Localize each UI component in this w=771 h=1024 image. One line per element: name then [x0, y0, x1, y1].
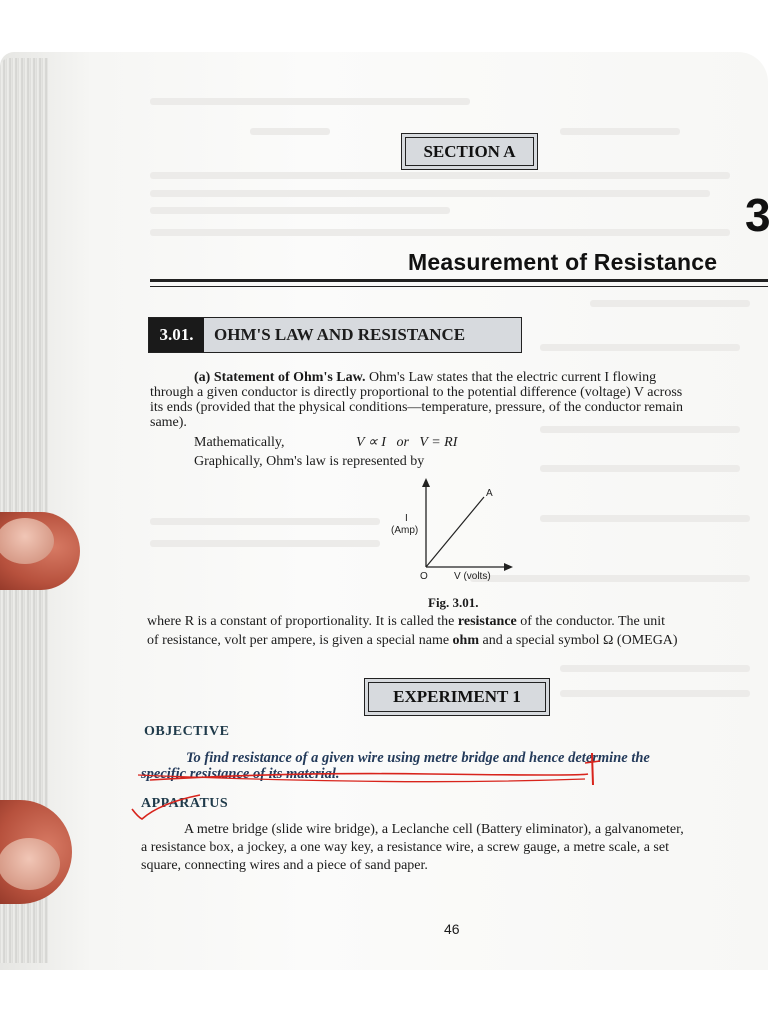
- chapter-rule-thick: [150, 279, 768, 282]
- ohms-law-line: [426, 497, 484, 567]
- y-unit: (Amp): [391, 525, 419, 536]
- objective-line-1: To find resistance of a given wire using metre bridge and hence determine the: [186, 750, 650, 766]
- statement-line-2: through a given conductor is directly proportional to the potential difference (voltage) V across: [150, 385, 683, 400]
- resistance-text-a: where R is a constant of proportionality. It is called the: [147, 614, 458, 629]
- point-label: A: [486, 488, 493, 499]
- y-label: I: [405, 513, 408, 524]
- statement-line-1: [194, 370, 656, 386]
- math-expression: V ∝ I or V = RI: [356, 435, 458, 450]
- chapter-title: Measurement of Resistance: [408, 249, 718, 275]
- x-axis-arrow-icon: [504, 563, 513, 571]
- y-axis-arrow-icon: [422, 478, 430, 487]
- section-title: OHM'S LAW AND RESISTANCE: [204, 318, 521, 352]
- underline-mark: [150, 774, 588, 780]
- resistance-line-2: [147, 633, 678, 649]
- pen-annotations: [130, 745, 610, 825]
- origin-label: O: [420, 571, 428, 582]
- section-heading: [148, 317, 522, 353]
- chapter-number: 3: [745, 189, 771, 241]
- underline-mark-2: [138, 775, 585, 782]
- ohms-law-graph: [370, 475, 520, 590]
- insertion-mark: [592, 753, 593, 785]
- resistance-text-c: of the conductor. The unit: [516, 614, 666, 629]
- statement-rest: Ohm's Law states that the electric current I flowing: [365, 370, 657, 385]
- graph-intro: Graphically, Ohm's law is represented by: [194, 454, 425, 469]
- section-number: 3.01.: [149, 318, 204, 352]
- figure-caption: Fig. 3.01.: [428, 595, 479, 610]
- statement-line-4: same).: [150, 415, 187, 430]
- math-label: Mathematically,: [194, 435, 285, 450]
- ohm-text-a: of resistance, volt per ampere, is given a special name: [147, 633, 453, 648]
- objective-label: OBJECTIVE: [144, 724, 230, 739]
- x-label: V (volts): [454, 571, 491, 582]
- section-label: SECTION A: [405, 137, 534, 166]
- experiment-heading: EXPERIMENT 1: [368, 682, 546, 712]
- statement-lead: (a) Statement of Ohm's Law.: [194, 370, 366, 385]
- apparatus-line-1: A metre bridge (slide wire bridge), a Leclanche cell (Battery eliminator), a galvanometer,: [184, 822, 684, 837]
- thumbnail-lower: [0, 838, 60, 890]
- resistance-term: resistance: [457, 614, 517, 629]
- apparatus-line-3: square, connecting wires and a piece of sand paper.: [141, 858, 428, 873]
- ohm-text-c: and a special symbol Ω (OMEGA): [479, 633, 678, 648]
- apparatus-line-2: a resistance box, a jockey, a one way key, a resistance wire, a screw gauge, a metre scale, a set: [141, 840, 669, 855]
- apparatus-label: APPARATUS: [141, 796, 229, 811]
- check-mark-icon: [132, 795, 200, 819]
- insertion-mark-cross: [585, 761, 600, 763]
- page-number: 46: [444, 921, 460, 937]
- objective-line-2: specific resistance of its material.: [141, 766, 340, 782]
- resistance-line-1: [147, 614, 665, 630]
- chapter-rule-thin: [150, 286, 768, 287]
- statement-line-3: its ends (provided that the physical conditions—temperature, pressure, of the conductor remain: [150, 400, 684, 415]
- ohm-term: ohm: [452, 633, 479, 648]
